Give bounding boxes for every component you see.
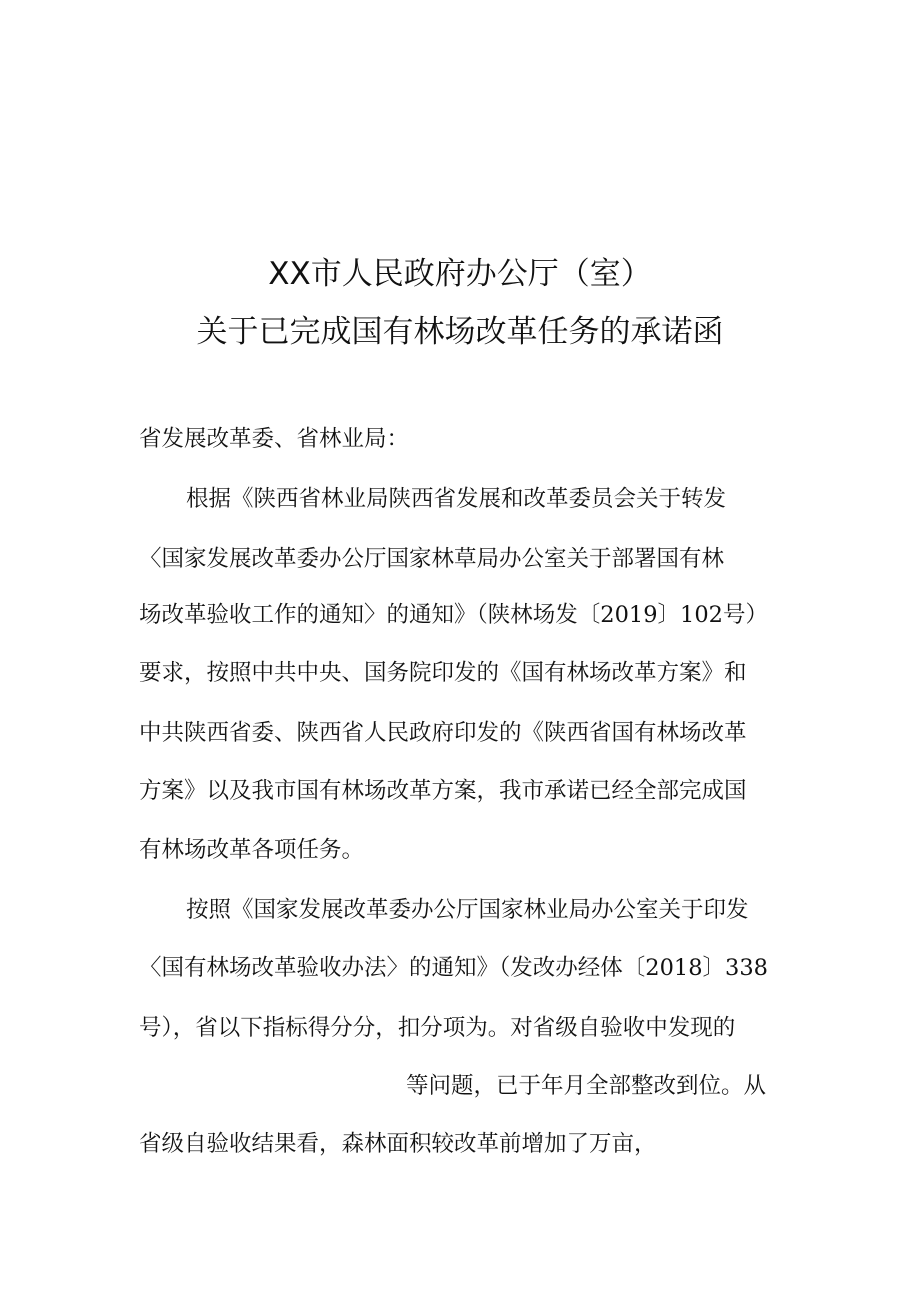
paragraph-2-line-2: 〈国有林场改革验收办法〉的通知》（发改办经体〔2018〕338	[139, 955, 768, 981]
paragraph-2-line-3: 号），省以下指标得分分，扣分项为。对省级自验收中发现的	[139, 1015, 736, 1041]
paragraph-1-line-4: 要求，按照中共中央、国务院印发的《国有林场改革方案》和	[139, 660, 747, 686]
paragraph-1-line-5: 中共陕西省委、陕西省人民政府印发的《陕西省国有林场改革	[139, 720, 747, 746]
paragraph-1-line-7: 有林场改革各项任务。	[139, 837, 365, 863]
paragraph-1-line-3: 场改革验收工作的通知〉的通知》（陕林场发〔2019〕102号）	[139, 602, 768, 628]
paragraph-1-line-1: 根据《陕西省林业局陕西省发展和改革委员会关于转发	[186, 486, 727, 512]
paragraph-1-line-2: 〈国家发展改革委办公厅国家林草局办公室关于部署国有林	[139, 546, 725, 572]
paragraph-2-line-1: 按照《国家发展改革委办公厅国家林业局办公室关于印发	[186, 897, 749, 923]
paragraph-1-line-6: 方案》以及我市国有林场改革方案，我市承诺已经全部完成国	[139, 778, 747, 804]
document-title-line-2: 关于已完成国有林场改革任务的承诺函	[196, 314, 724, 350]
document-title-line-1: XX市人民政府办公厅（室）	[268, 256, 652, 292]
salutation: 省发展改革委、省林业局：	[139, 426, 410, 452]
paragraph-2-line-4: 等问题，已于年月全部整改到位。从	[406, 1073, 767, 1099]
paragraph-2-line-5: 省级自验收结果看，森林面积较改革前增加了万亩，	[139, 1131, 657, 1157]
